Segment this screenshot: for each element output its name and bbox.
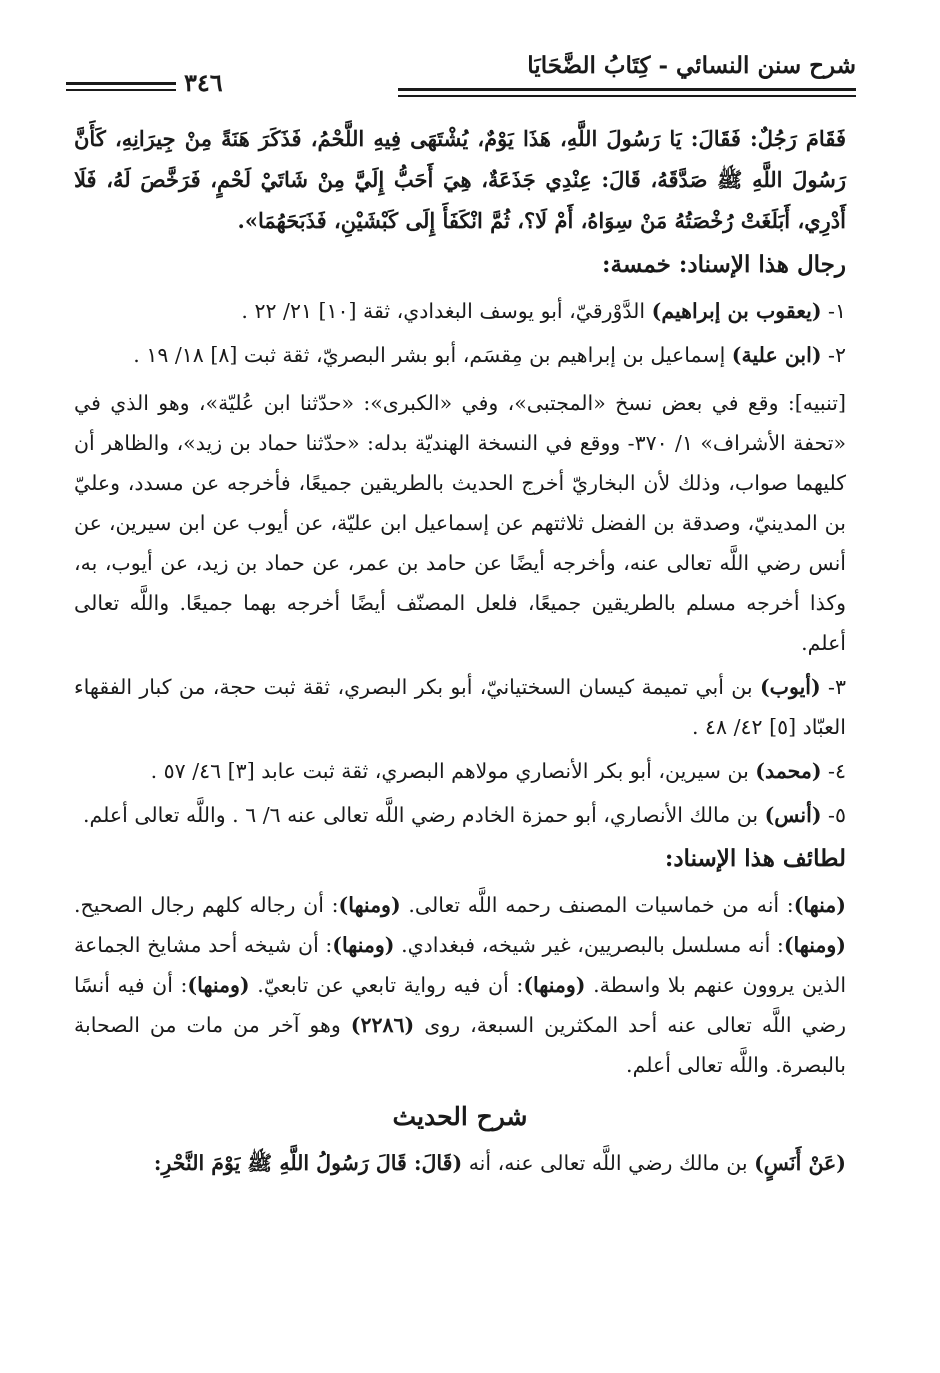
hadith-text: فَقَامَ رَجُلٌ: فَقَالَ: يَا رَسُولَ اللَّهِ، هَذَا يَوْمٌ، يُشْتَهَى فِيهِ اللَّحْمُ، فَذَكَرَ هَنَةً مِنْ جِيرَانِهِ، كَأَنَّ رَسُولَ اللَّهِ ﷺ صَدَّقَهُ، قَالَ: عِنْدِي جَذَعَةٌ، هِيَ أَحَبُّ إِلَيَّ مِنْ شَاتَيْ لَحْمٍ، فَرَخَّصَ لَهُ، فَلَا أَدْرِي، أَبَلَغَتْ رُخْصَتُهُ مَنْ سِوَاهُ، أَمْ لَا؟، ثُمَّ انْكَفَأَ إِلَى كَبْشَيْنِ، فَذَبَحَهُمَا». (74, 126, 846, 233)
narrator-description: إسماعيل بن إبراهيم بن مِقسَم، أبو بشر البصريّ، ثقة ثبت [٨] ١٨/ ١٩ . (133, 343, 732, 367)
page-body (74, 118, 846, 1183)
subtlety-text: : أنه مسلسل بالبصريين، غير شيخه، فبغدادي. (394, 933, 784, 957)
narrator-item (74, 291, 846, 331)
commentary-label: (عَنْ أَنَسٍ) (754, 1151, 846, 1175)
narrator-description: بن مالك الأنصاري، أبو حمزة الخادم رضي اللَّه تعالى عنه ٦/ ٦ . واللَّه تعالى أعلم. (82, 803, 765, 827)
narrator-description: الدَّوْرقيّ، أبو يوسف البغدادي، ثقة [١٠] ٢١/ ٢٢ . (241, 299, 652, 323)
item-number: ٣- (820, 675, 846, 699)
narrator-item (74, 795, 846, 835)
narrators-heading: رجال هذا الإسناد: خمسة: (602, 251, 846, 278)
narrator-name: (يعقوب بن إبراهيم) (651, 299, 822, 323)
subtlety-label: (ومنها) (783, 933, 846, 957)
commentary-label: (قَالَ: قَالَ رَسُولُ اللَّهِ ﷺ يَوْمَ النَّحْرِ: (153, 1151, 463, 1175)
commentary-heading: شرح الحديث (392, 1102, 528, 1131)
narrator-item (74, 751, 846, 791)
narrator-name: (أيوب) (759, 675, 821, 699)
narrator-name: (ابن علية) (731, 343, 822, 367)
subtlety-label: (ومنها) (523, 973, 586, 997)
subtlety-label: (منها) (793, 893, 846, 917)
subtlety-text: : أنه من خماسيات المصنف رحمه اللَّه تعالى. (400, 893, 794, 917)
page-header (66, 52, 856, 102)
subtlety-text: : أن فيه أنسًا رضي اللَّه تعالى عنه أحد المكثرين السبعة، روى (74, 973, 847, 1037)
narrator-description: بن سيرين، أبو بكر الأنصاري مولاهم البصري، ثقة ثبت عابد [٣] ٤٦/ ٥٧ . (150, 759, 756, 783)
subtlety-label: (ومنها) (187, 973, 250, 997)
narrator-name: (أنس) (764, 803, 822, 827)
subtlety-label: (٢٢٨٦) (350, 1013, 415, 1037)
item-number: ١- (821, 299, 846, 323)
narrator-name: (محمد) (755, 759, 822, 783)
narrator-description: بن أبي تميمة كيسان السختيانيّ، أبو بكر البصري، ثقة ثبت حجة، من كبار الفقهاء العبّاد [٥] ٤٢/ ٤٨ . (74, 675, 846, 739)
page-number: ٣٤٦ (184, 68, 223, 97)
subtlety-label: (ومنها) (338, 893, 401, 917)
subtlety-text: : أن فيه رواية تابعي عن تابعيّ. (249, 973, 524, 997)
subtleties-heading: لطائف هذا الإسناد: (664, 845, 846, 872)
narrator-item (74, 335, 846, 375)
subtleties-paragraph (74, 885, 846, 1085)
item-number: ٥- (821, 803, 846, 827)
commentary-paragraph (74, 1143, 846, 1183)
narrator-item (74, 667, 846, 747)
subtlety-text: : أن شيخه أحد مشايخ الجماعة الذين يروون عنهم بلا واسطة. (74, 933, 847, 997)
subtlety-text: : أن رجاله كلهم رجال الصحيح. (74, 893, 339, 917)
commentary-text: بن مالك رضي اللَّه تعالى عنه، أنه (462, 1151, 755, 1175)
item-number: ٢- (821, 343, 846, 367)
header-rule (398, 88, 856, 91)
subtlety-text: وهو آخر من مات من الصحابة بالبصرة. واللَّه تعالى أعلم. (74, 1013, 846, 1077)
note-paragraph: [تنبيه]: وقع في بعض نسخ «المجتبى»، وفي «الكبرى»: «حدّثنا ابن عُليّة»، وهو الذي في «تحفة الأشراف» ١/ ٣٧٠- ووقع في النسخة الهنديّة بدله: «حدّثنا حماد بن زيد»، والظاهر أن كليهما صواب، وذلك لأن البخاريّ أخرج الحديث بالطريقين جميعًا، فأخرجه عن مسدد، وعليّ بن المدينيّ، وصدقة بن الفضل ثلاثتهم عن إسماعيل ابن عليّة، عن أيوب عن ابن سيرين، عن أنس رضي اللَّه تعالى عنه، وأخرجه أيضًا عن حامد بن عمر، عن حماد بن زيد، عن أيوب، به، وكذا أخرجه مسلم بالطريقين جميعًا، فلعل المصنّف أيضًا أخرجه بهما جميعًا. واللَّه تعالى أعلم. (74, 391, 846, 655)
header-rule-thin (398, 95, 856, 97)
page-number-rules (66, 82, 176, 95)
subtlety-label: (ومنها) (332, 933, 395, 957)
running-title: شرح سنن النسائي - كِتَابُ الضَّحَايَا (527, 52, 856, 79)
item-number: ٤- (821, 759, 846, 783)
